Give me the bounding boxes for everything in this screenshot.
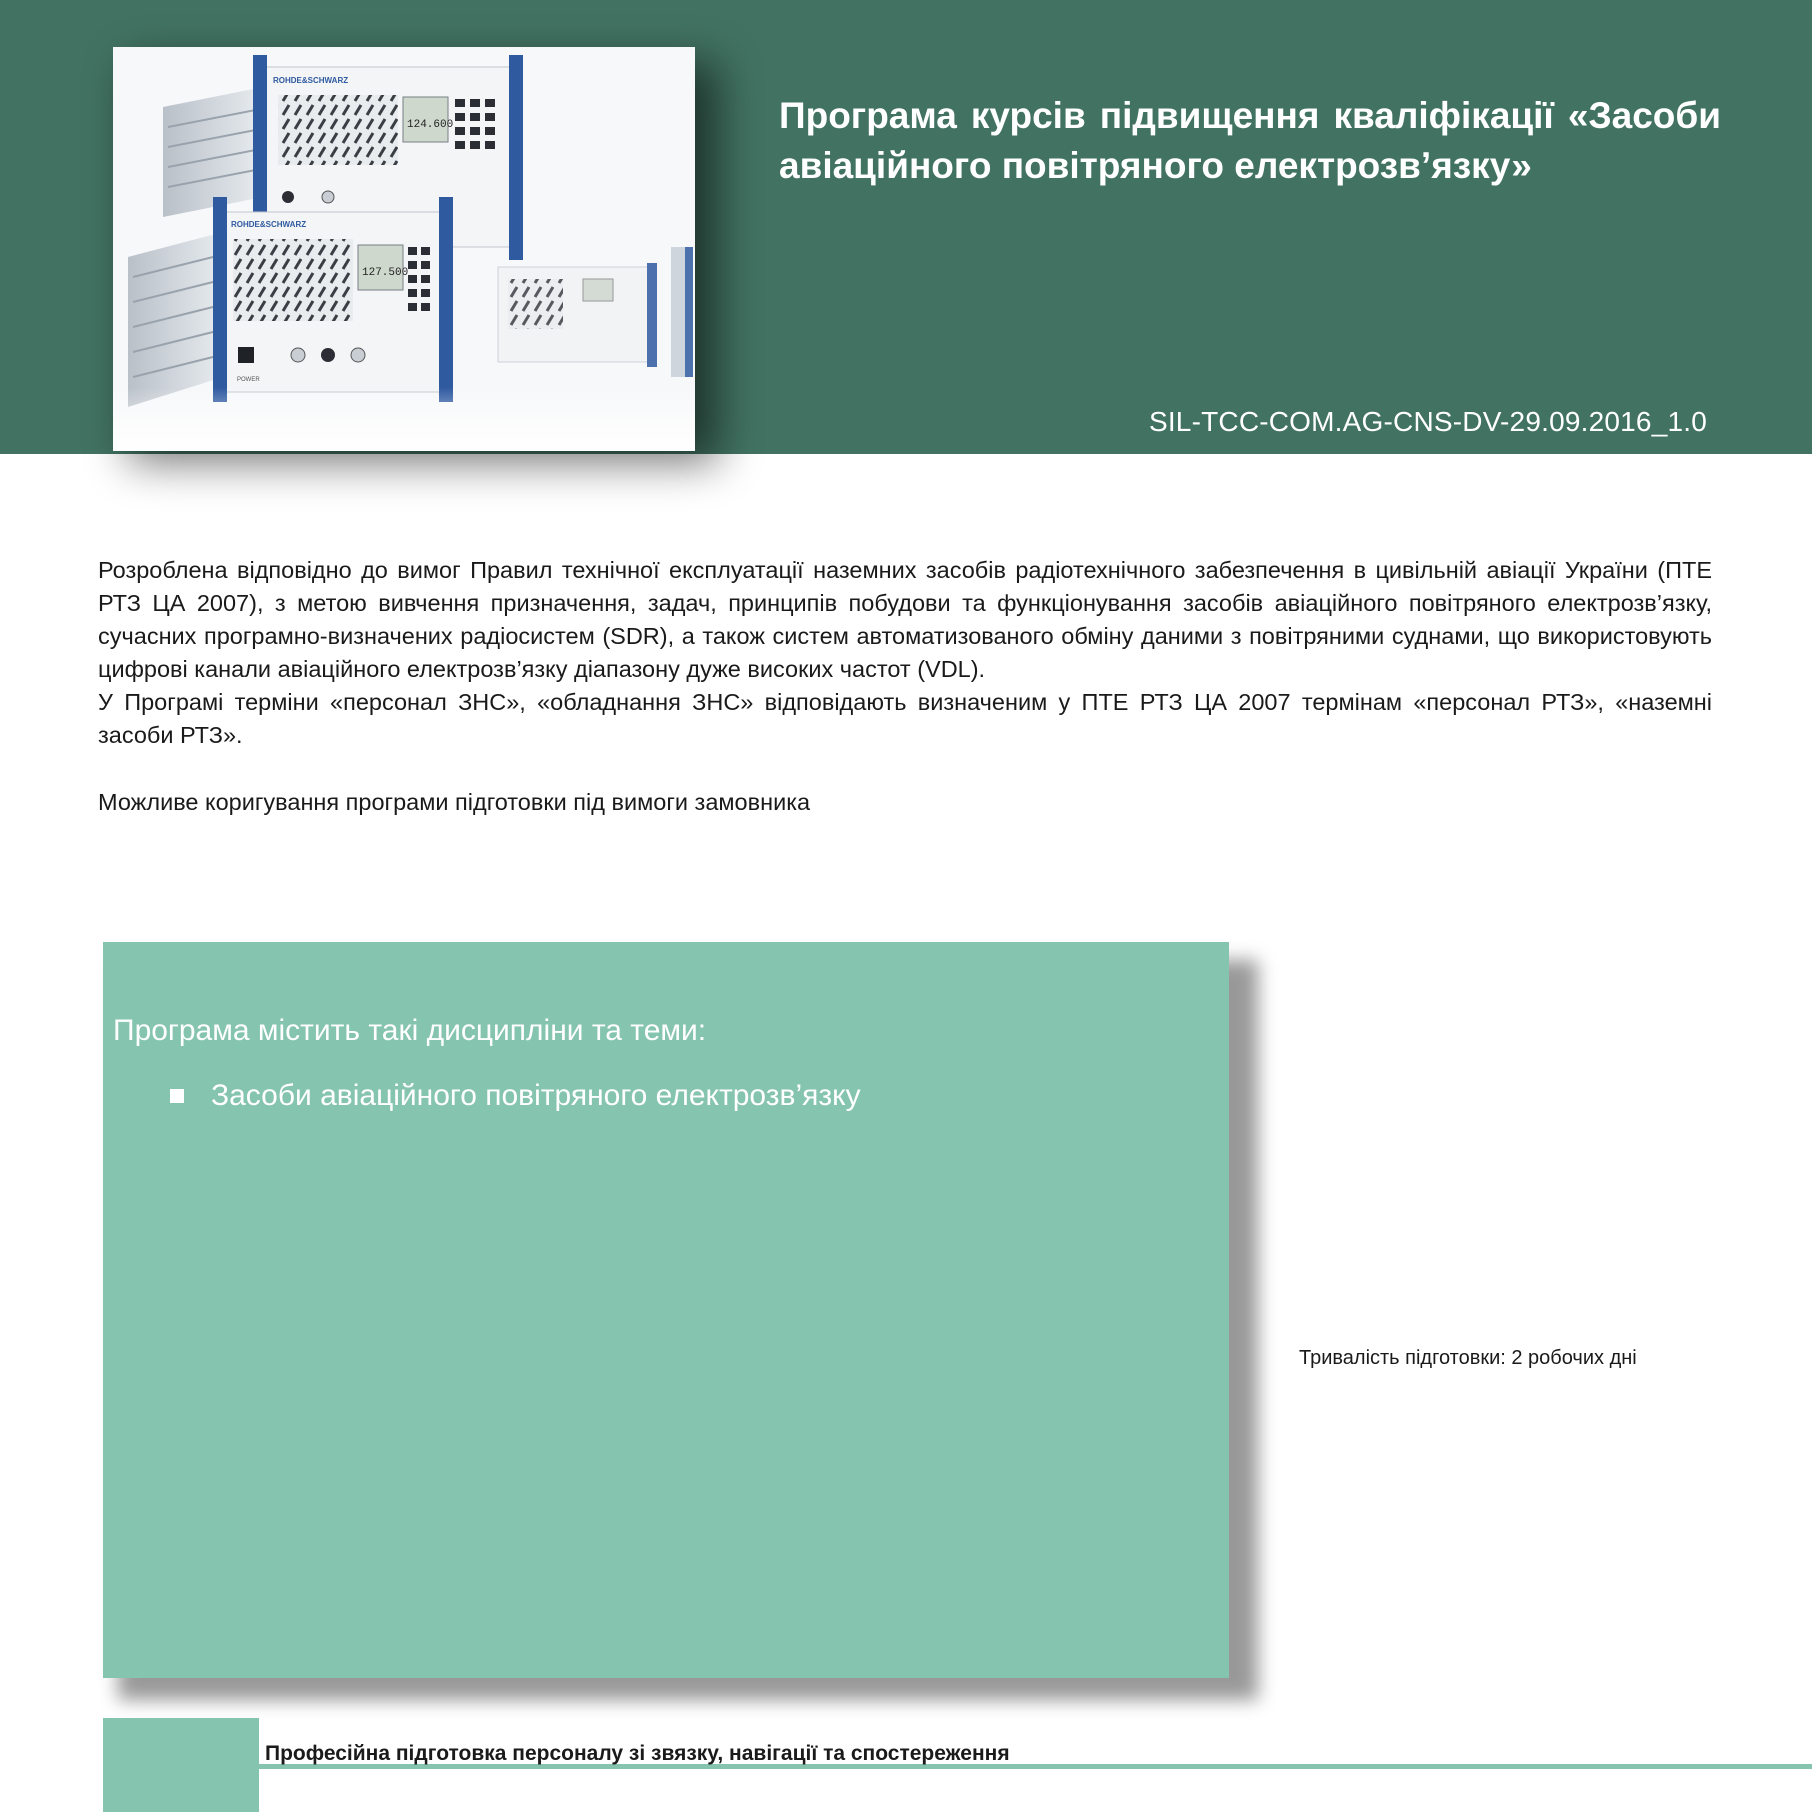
list-item xyxy=(170,1076,861,1116)
footer-text: Професійна підготовка персоналу зі звязку, навігації та спостереження xyxy=(265,1742,1010,1765)
brand-label-top: ROHDE&SCHWARZ xyxy=(273,76,349,85)
document-code: SIL-TCC-COM.AG-CNS-DV-29.09.2016_1.0 xyxy=(1148,406,1707,437)
footer-block xyxy=(103,1718,259,1812)
training-duration: Тривалість підготовки: 2 робочих дні xyxy=(1299,1347,1637,1369)
equipment-photo xyxy=(113,47,695,451)
intro-text xyxy=(98,554,1712,752)
square-bullet-icon xyxy=(170,1089,184,1103)
panel-title: Програма містить такі дисципліни та теми: xyxy=(113,1014,707,1047)
disciplines-list xyxy=(170,1076,861,1116)
display-top: 124.600 xyxy=(407,119,454,131)
disciplines-panel xyxy=(103,942,1229,1678)
brand-label-front: ROHDE&SCHWARZ xyxy=(231,220,307,229)
document-title: Програма курсів підвищення кваліфікації «Засоби авіаційного повітряного електрозв’язку» xyxy=(779,95,1721,186)
intro-paragraph-2: У Програмі терміни «персонал ЗНС», «обладнання ЗНС» відповідають визначеним у ПТЕ РТЗ ЦА 2007 термінам «персонал РТЗ», «наземні засоби РТЗ». xyxy=(98,689,1712,748)
power-label: POWER xyxy=(237,377,260,383)
customization-note: Можливе коригування програми підготовки під вимоги замовника xyxy=(98,789,811,815)
list-item-label: Засоби авіаційного повітряного електрозв’язку xyxy=(211,1079,861,1112)
intro-paragraph-1: Розроблена відповідно до вимог Правил технічної експлуатації наземних засобів радіотехнічного забезпечення в цивільній авіації України (ПТЕ РТЗ ЦА 2007), з метою вивчення призначення, задач, принципів побудови та функціонування засобів авіаційного повітряного електрозв’язку, сучасних програмно-визначених радіосистем (SDR), а також систем автоматизованого обміну даними з повітряними суднами, що використовують цифрові канали авіаційного електрозв’язку діапазону дуже високих частот (VDL). xyxy=(98,557,1712,682)
display-front: 127.500 xyxy=(362,267,409,279)
